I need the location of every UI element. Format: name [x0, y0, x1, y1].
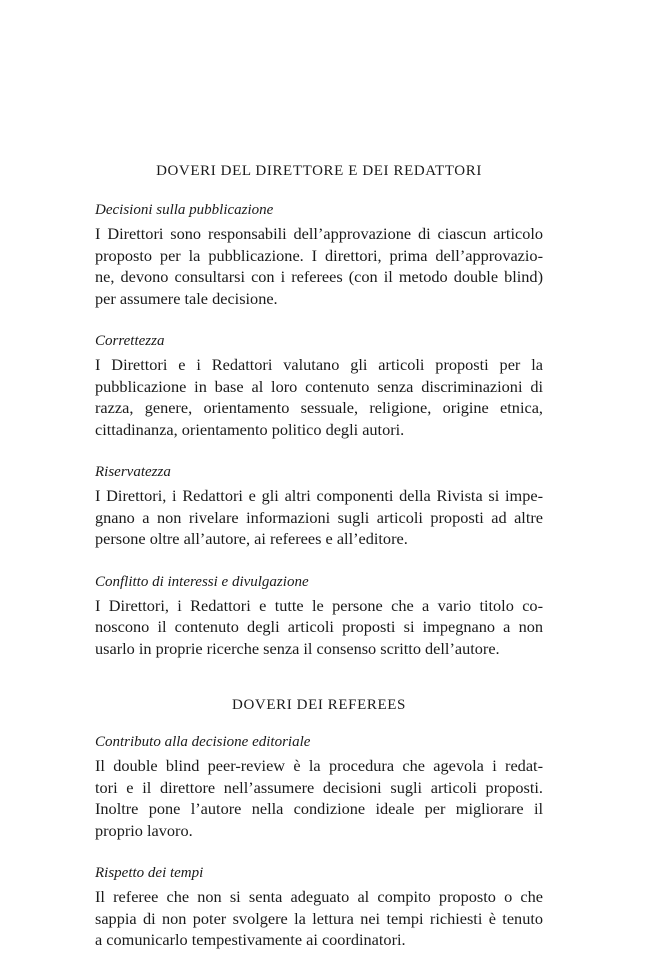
item-paragraph — [95, 485, 543, 550]
text-line: razza, genere, orientamento sessuale, religione, origine etnica, — [95, 398, 543, 417]
text-line: Il double blind peer-review è la procedura che agevola i redat- — [95, 756, 543, 775]
text-line: usarlo in proprie ricerche senza il consenso scritto dell’autore. — [95, 638, 500, 658]
text-line: gnano a non rivelare informazioni sugli articoli proposti ad altre — [95, 507, 543, 527]
item-heading: Contributo alla decisione editoriale — [95, 734, 311, 750]
text-line: a comunicarlo tempestivamente ai coordinatori. — [95, 930, 406, 949]
item-correttezza — [95, 331, 543, 440]
text-line: noscono il contenuto degli articoli proposti si impegnano a non — [95, 617, 543, 636]
text-line: proprio lavoro. — [95, 820, 193, 840]
item-heading: Conflitto di interessi e divulgazione — [95, 573, 309, 590]
item-heading: Decisioni sulla pubblicazione — [95, 202, 274, 218]
item-paragraph — [95, 223, 543, 309]
text-line: Il referee che non si senta adeguato al compito proposto o che — [95, 887, 543, 906]
text-line: ne, devono consultarsi con i referees (con il metodo double blind) — [95, 267, 543, 286]
item-paragraph — [95, 595, 543, 660]
item-contributo — [95, 732, 543, 841]
text-line: I Direttori, i Redattori e tutte le persone che a vario titolo co- — [95, 595, 543, 615]
section-title-editors: DOVERI DEL DIRETTORE E DEI REDATTORI — [156, 163, 482, 179]
item-decisioni — [95, 200, 543, 309]
text-line: tori e il direttore nell’assumere decisioni sugli articoli proposti. — [95, 777, 543, 797]
text-line: sappia di non poter svolgere la lettura nei tempi richiesti è tenuto — [95, 908, 543, 928]
text-line: persone oltre all’autore, ai referees e all’editore. — [95, 529, 408, 548]
text-line: Inoltre pone l’autore nella condizione ideale per migliorare il — [95, 799, 543, 818]
text-line: I Direttori sono responsabili dell’approvazione di ciascun articolo — [95, 224, 543, 243]
section-title-referees: DOVERI DEI REFEREES — [232, 697, 406, 713]
text-line: I Direttori e i Redattori valutano gli articoli proposti per la — [95, 355, 543, 374]
text-line: per assumere tale decisione. — [95, 288, 278, 308]
text-line: I Direttori, i Redattori e gli altri componenti della Rivista si impe- — [95, 486, 543, 505]
item-heading: Rispetto dei tempi — [95, 865, 204, 881]
text-line: cittadinanza, orientamento politico degli autori. — [95, 419, 405, 439]
text-line: proposto per la pubblicazione. I direttori, prima dell’approvazio- — [95, 245, 543, 265]
item-paragraph — [95, 354, 543, 440]
item-rispetto-tempi — [95, 863, 543, 951]
item-heading: Riservatezza — [95, 464, 171, 480]
item-heading: Correttezza — [95, 333, 165, 349]
item-conflitto — [95, 572, 543, 660]
item-paragraph — [95, 755, 543, 841]
document-page — [95, 163, 543, 951]
item-riservatezza — [95, 462, 543, 550]
item-paragraph — [95, 886, 543, 951]
text-line: pubblicazione in base al loro contenuto senza discriminazioni di — [95, 376, 543, 396]
